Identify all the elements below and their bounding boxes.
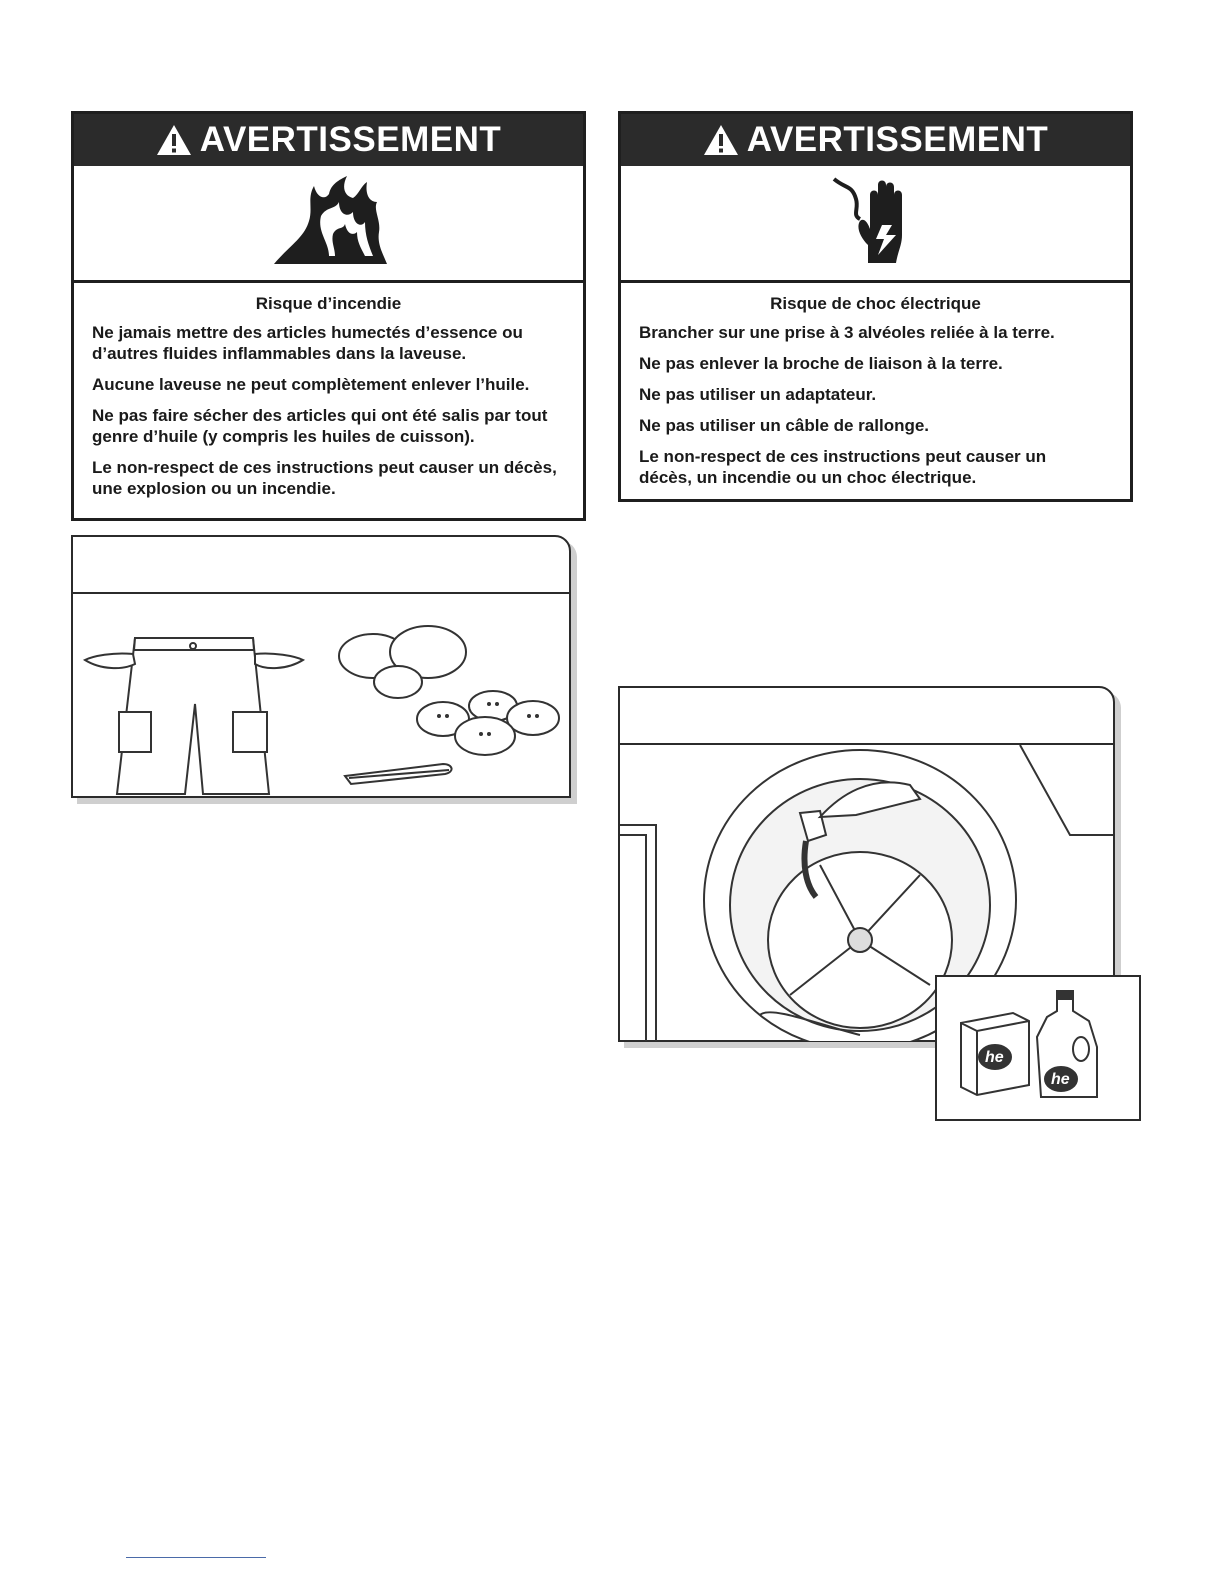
shock-warning-body: [621, 283, 1130, 512]
risk-title: Risque de choc électrique: [770, 294, 981, 313]
footer-rule: [126, 1557, 266, 1558]
warning-line: Ne pas enlever la broche de liaison à la terre.: [639, 354, 1003, 373]
warning-header: [74, 114, 583, 166]
he-logo-text: he: [1051, 1071, 1070, 1088]
card-tab: [73, 537, 569, 594]
fire-warning-box: [71, 111, 586, 521]
fire-warning-body: [74, 283, 583, 523]
he-detergent-icon: [937, 977, 1139, 1119]
empty-pockets-card: [71, 535, 571, 798]
warning-line: Ne pas utiliser un adaptateur.: [639, 385, 877, 404]
warning-header-text: AVERTISSEMENT: [199, 120, 502, 159]
risk-title: Risque d’incendie: [255, 294, 402, 313]
warning-line: Le non-respect de ces instructions peut causer un décès, un incendie ou un choc électrique.: [639, 447, 1047, 487]
empty-pockets-illustration: [73, 594, 569, 801]
card-tab: [620, 688, 1113, 745]
electric-shock-hand-icon: [826, 175, 926, 272]
shock-warning-box: [618, 111, 1133, 502]
warning-line: Le non-respect de ces instructions peut causer un décès, une explosion ou un incendie.: [92, 458, 557, 498]
warning-line: Ne jamais mettre des articles humectés d’essence ou d’autres fluides inflammables dans la laveuse.: [92, 323, 523, 363]
warning-line: Ne pas utiliser un câble de rallonge.: [639, 416, 930, 435]
he-products-inset: [935, 975, 1141, 1121]
warning-line: Brancher sur une prise à 3 alvéoles reliée à la terre.: [639, 323, 1055, 342]
warning-line: Ne pas faire sécher des articles qui ont été salis par tout genre d’huile (y compris les huiles de cuisson).: [92, 406, 548, 446]
warning-header: [621, 114, 1130, 166]
warning-line: Aucune laveuse ne peut complètement enlever l’huile.: [92, 375, 530, 394]
he-logo-text: he: [985, 1049, 1004, 1066]
fire-icon: [269, 176, 389, 271]
warning-header-text: AVERTISSEMENT: [746, 120, 1049, 159]
warning-triangle-icon: [156, 124, 192, 156]
warning-triangle-icon: [703, 124, 739, 156]
fire-symbol-panel: [74, 166, 583, 283]
shock-symbol-panel: [621, 166, 1130, 283]
